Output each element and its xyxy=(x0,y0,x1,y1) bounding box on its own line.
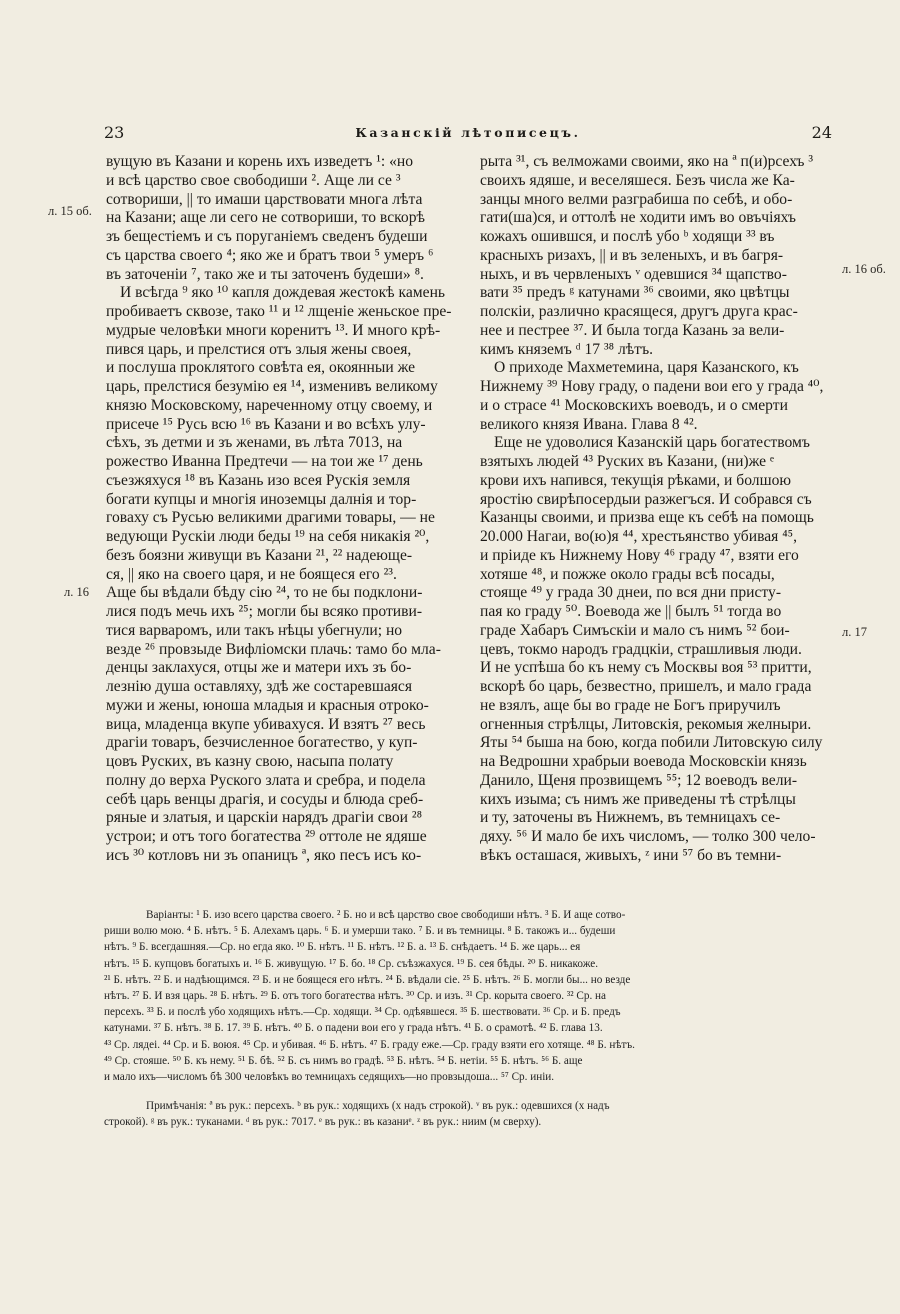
text-line: и пріиде къ Нижнему Нову ⁴⁶ граду ⁴⁷, взяти его xyxy=(480,546,799,564)
text-line: на Казани; аще ли сего не сотвориши, то вскорѣ xyxy=(106,209,425,227)
text-line: сѣхъ, зъ детми и зъ женами, въ лѣта 7013, на xyxy=(106,434,403,452)
text-line: въ заточеніи ⁷, тако же и ты заточенъ будеши» ⁸. xyxy=(106,265,424,283)
text-line: и мало ихъ—числомъ бѣ 300 человѣкъ во темницахъ седящихъ—но провзыдоша... ⁵⁷ Ср. иніи. xyxy=(104,1070,555,1083)
text-line: строкой). ᵍ въ рук.: туканами. ᵈ въ рук.: 7017. ᵉ въ рук.: въ казаниᵉ. ᶻ въ рук.: ниим (м сверху). xyxy=(104,1116,542,1129)
text-line: богати купцы и многія иноземцы далнія и тор- xyxy=(106,490,417,508)
text-line: безъ боязни живущи въ Казани ²¹, ²² надеюще- xyxy=(106,546,413,564)
text-line: ся, || яко на своего царя, и не боящеся его ²³. xyxy=(106,565,397,583)
text-line: нее и пестрее ³⁷. И была тогда Казань за вели- xyxy=(480,321,785,339)
text-line: О приходе Махметемина, царя Казанского, къ xyxy=(494,359,799,377)
text-line: цевъ, токмо народъ градцкіи, страшливыя люди. xyxy=(480,640,802,658)
text-line: рожество Иванна Предтечи — на тои же ¹⁷ день xyxy=(106,453,423,470)
text-line: персехъ. ³³ Б. и послѣ убо ходящихъ нѣтъ.—Ср. ходящи. ³⁴ Ср. одѣявшеся. ³⁵ Б. шествовати. ³⁶ Ср. и Б. предъ xyxy=(104,1006,621,1019)
text-line: риши волю мою. ⁴ Б. нѣтъ. ⁵ Б. Алехамъ царь. ⁶ Б. и умерши тако. ⁷ Б. и въ темницы. ⁸ Б. такожъ и... будеши xyxy=(104,925,616,938)
text-line: крови ихъ напився, текущія рѣками, и болшою xyxy=(480,471,792,489)
text-line: ныхъ, и въ червленыхъ ᵛ одевшися ³⁴ щапство- xyxy=(480,265,787,283)
text-line: И не успѣша бо къ нему съ Москвы воя ⁵³ притти, xyxy=(480,659,812,677)
text-line: ведующи Рускіи люди беды ¹⁹ на себя никакія ²⁰, xyxy=(106,528,430,545)
text-line: пився царь, и прелстися отъ злыя жены своея, xyxy=(106,340,412,358)
margin-note-folio: л. 17 xyxy=(842,625,867,639)
running-header xyxy=(104,123,832,143)
text-line: дяху. ⁵⁶ И мало бе ихъ числомъ, — толко 300 чело- xyxy=(480,828,816,845)
text-line: рыта ³¹, съ велможами своими, яко на ª п(и)рсехъ ³ xyxy=(480,153,814,170)
text-line: зъ бещестіемъ и съ поруганіемъ сведенъ будеши xyxy=(106,228,428,245)
text-line: ²¹ Б. нѣтъ. ²² Б. и надѣющимся. ²³ Б. и не боящеся его нѣтъ. ²⁴ Б. вѣдали сіе. ²⁵ Б. нѣтъ. ²⁶ Б. могли бы... но везде xyxy=(104,973,631,986)
text-line: ⁴⁹ Ср. стояше. ⁵⁰ Б. къ нему. ⁵¹ Б. бѣ. ⁵² Б. съ нимъ во градѣ. ⁵³ Б. нѣтъ. ⁵⁴ Б. нетіи. ⁵⁵ Б. нѣтъ. ⁵⁶ Б. аще xyxy=(104,1054,583,1067)
text-line: Аще бы вѣдали бѣду сію ²⁴, то не бы подклони- xyxy=(106,584,423,602)
text-line: сотвориши, || то имаши царствовати многа лѣта xyxy=(106,190,423,208)
text-line: Нижнему ³⁹ Нову граду, о падени вои его у града ⁴⁰, xyxy=(480,378,824,395)
text-line: говаху съ Русью великими драгими товары, — не xyxy=(106,509,435,527)
text-line: стояще ⁴⁹ у града 30 днеи, по вся дни присту- xyxy=(480,584,782,602)
running-title: Казанскій лѣтописецъ. xyxy=(355,125,581,140)
margin-note-folio: л. 16 об. xyxy=(842,262,886,276)
text-line: вица, младенца вкупе убивахуся. И взятъ ²⁷ весь xyxy=(106,715,426,733)
text-line: своихъ ядяше, и веселяшеся. Безъ числа же Ка- xyxy=(480,171,795,189)
text-line: Еще не удоволися Казанскій царь богатествомъ xyxy=(494,434,810,452)
text-line: нѣтъ. ⁹ Б. всегдашняя.—Ср. но егда яко. ¹⁰ Б. нѣтъ. ¹¹ Б. нѣтъ. ¹² Б. а. ¹³ Б. снѣдаетъ. ¹⁴ Б. же царь... ея xyxy=(104,941,581,954)
text-line: себѣ царь венцы драгія, и сосуды и блюда среб- xyxy=(106,790,424,808)
text-line: занцы много велми разграбиша по себѣ, и обо- xyxy=(480,190,793,208)
text-line: взятыхъ людей ⁴³ Руских въ Казани, (ни)же ᵉ xyxy=(480,453,774,470)
text-column-right xyxy=(480,153,838,866)
text-line: Варіанты: ¹ Б. изо всего царства своего. ² Б. но и всѣ царство свое свободиши нѣтъ. ³ Б. И аще сотво- xyxy=(146,909,626,921)
text-line: исъ ³⁰ котловъ ни зъ опаницъ ª, яко песъ исъ ко- xyxy=(106,846,422,864)
text-line: мудрые человѣки многи коренитъ ¹³. И много крѣ- xyxy=(106,321,441,339)
text-line: хотяше ⁴⁸, и пожже около грады всѣ посады, xyxy=(480,565,775,583)
text-line: вущую въ Казани и корень ихъ изведетъ ¹: «но xyxy=(106,153,414,170)
variants-apparatus xyxy=(104,907,836,1085)
text-line: и о страсе ⁴¹ Московскихъ воеводъ, и о смерти xyxy=(480,396,788,414)
margin-note-folio: л. 16 xyxy=(64,585,89,599)
text-line: кихъ изыма; съ нимъ же приведены тѣ стрѣлцы xyxy=(480,790,796,808)
text-line: мужи и жены, юноша младыя и красныя отроко- xyxy=(106,696,429,714)
text-line: кимъ княземъ ᵈ 17 ³⁸ лѣтъ. xyxy=(480,340,654,358)
text-line: не взялъ, аще бы во граде не Богъ приручилъ xyxy=(480,696,781,714)
page-number-right: 24 xyxy=(811,123,832,142)
text-line: ряные и златыя, и царскіи нарядъ драгіи свои ²⁸ xyxy=(106,809,423,827)
text-column-left xyxy=(106,153,468,866)
text-line: лезнію душа оставляху, здѣ же состаревшаяся xyxy=(106,678,413,695)
text-line: вѣкъ осташася, живыхъ, ᶻ ини ⁵⁷ бо въ темни- xyxy=(480,846,782,864)
text-line: Яты ⁵⁴ быша на бою, когда побили Литовскую силу xyxy=(480,734,823,752)
text-line: граде Хабаръ Симъскіи и мало съ нимъ ⁵² бои- xyxy=(480,621,790,639)
text-line: съ царства своего ⁴; яко же и братъ твои ⁵ умеръ ⁶ xyxy=(106,246,434,264)
text-line: гати(ша)ся, и оттолѣ не ходити имъ во овъчіяхъ xyxy=(480,209,796,227)
notes-apparatus xyxy=(104,1098,836,1130)
page-number-left: 23 xyxy=(104,123,125,142)
text-line: денцы заклахуся, отцы же и матери ихъ зъ бо- xyxy=(106,659,412,677)
text-line: тися варваромъ, или такъ нѣцы убегнули; но xyxy=(106,621,403,639)
text-line: князю Московскому, нареченному отцу своему, и xyxy=(106,396,433,414)
text-line: Данило, Щеня прозвищемъ ⁵⁵; 12 воеводъ вели- xyxy=(480,771,798,789)
text-line: пая ко граду ⁵⁰. Воевода же || былъ ⁵¹ тогда во xyxy=(480,603,782,620)
text-line: пробиваетъ сквозе, тако ¹¹ и ¹² лщеніе женьское пре- xyxy=(106,303,452,320)
text-line: драгіи товаръ, безчисленное богатество, у куп- xyxy=(106,734,418,752)
text-line: вскорѣ бо царь, безвестно, пришелъ, и мало града xyxy=(480,678,812,695)
text-line: на Ведрошни храбрыи воевода Московскіи князь xyxy=(480,753,807,770)
text-line: съезжяхуся ¹⁸ въ Казань изо всея Рускія земля xyxy=(106,471,411,489)
text-line: устрои; и отъ того богатества ²⁹ оттоле не ядяше xyxy=(106,828,427,845)
text-line: Казанцы своими, и призва еще къ себѣ на помощь xyxy=(480,509,814,527)
text-line: царь, прелстися безумію ея ¹⁴, изменивъ великому xyxy=(106,378,438,395)
text-line: ⁴³ Ср. лядеі. ⁴⁴ Ср. и Б. воюя. ⁴⁵ Ср. и убивая. ⁴⁶ Б. нѣтъ. ⁴⁷ Б. граду еже.—Ср. граду взяти его хотяще. ⁴⁸ Б. нѣтъ. xyxy=(104,1038,635,1051)
margin-note-folio: л. 15 об. xyxy=(48,204,92,218)
text-line: кожахъ ошившся, и послѣ убо ᵇ ходящи ³³ въ xyxy=(480,228,775,245)
text-line: катунами. ³⁷ Б. нѣтъ. ³⁸ Б. 17. ³⁹ Б. нѣтъ. ⁴⁰ Б. о падени вои его у града нѣтъ. ⁴¹ Б. о срамотѣ. ⁴² Б. глава 13. xyxy=(104,1022,603,1035)
text-line: красныхъ ризахъ, || и въ зеленыхъ, и въ багря- xyxy=(480,246,784,264)
text-line: Примѣчанія: ª въ рук.: персехъ. ᵇ въ рук.: ходящихъ (х надъ строкой). ᵛ въ рук.: одевшихся (х надъ xyxy=(146,1100,610,1112)
text-line: 20.000 Нагаи, во(ю)я ⁴⁴, хрестьянство убивая ⁴⁵, xyxy=(480,528,797,545)
text-line: огненныя стрѣлцы, Литовскія, рекомыя желныри. xyxy=(480,715,812,733)
text-line: великого князя Ивана. Глава 8 ⁴². xyxy=(480,415,698,433)
text-line: везде ²⁶ провзыде Вифліомски плачь: тамо бо мла- xyxy=(106,640,441,658)
text-line: вати ³⁵ предъ ᵍ катунами ³⁶ своими, яко цвѣтцы xyxy=(480,284,790,302)
text-line: цовъ Руских, въ казну свою, насыпа полату xyxy=(106,753,394,770)
text-line: яростію свирѣпосердыи разжегъся. И собрався съ xyxy=(480,490,812,508)
text-line: лися подъ мечь ихъ ²⁵; могли бы всяко противи- xyxy=(106,603,423,620)
text-line: полскіи, различно красящеся, другъ друга крас- xyxy=(480,303,798,320)
text-line: нѣтъ. ²⁷ Б. И взя царь. ²⁸ Б. нѣтъ. ²⁹ Б. отъ того богатества нѣтъ. ³⁰ Ср. и изъ. ³¹ Ср. корыта своего. ³² Ср. на xyxy=(104,989,606,1002)
text-line: нѣтъ. ¹⁵ Б. купцовъ богатыхъ и. ¹⁶ Б. живущую. ¹⁷ Б. бо. ¹⁸ Ср. съѣзжахуся. ¹⁹ Б. сея бѣды. ²⁰ Б. никакоже. xyxy=(104,957,599,970)
text-line: и послуша проклятого совѣта ея, окоянныи же xyxy=(106,359,416,377)
text-line: И всѣгда ⁹ яко ¹⁰ капля дождевая жестокѣ камень xyxy=(120,284,446,302)
text-line: присече ¹⁵ Русь всю ¹⁶ въ Казани и во всѣхъ улу- xyxy=(106,415,426,433)
text-line: и всѣ царство свое свободиши ². Аще ли се ³ xyxy=(106,171,401,189)
text-line: и ту, заточены въ Нижнемъ, въ темницахъ се- xyxy=(480,809,781,827)
text-line: полну до верха Руского злата и сребра, и подела xyxy=(106,771,426,789)
